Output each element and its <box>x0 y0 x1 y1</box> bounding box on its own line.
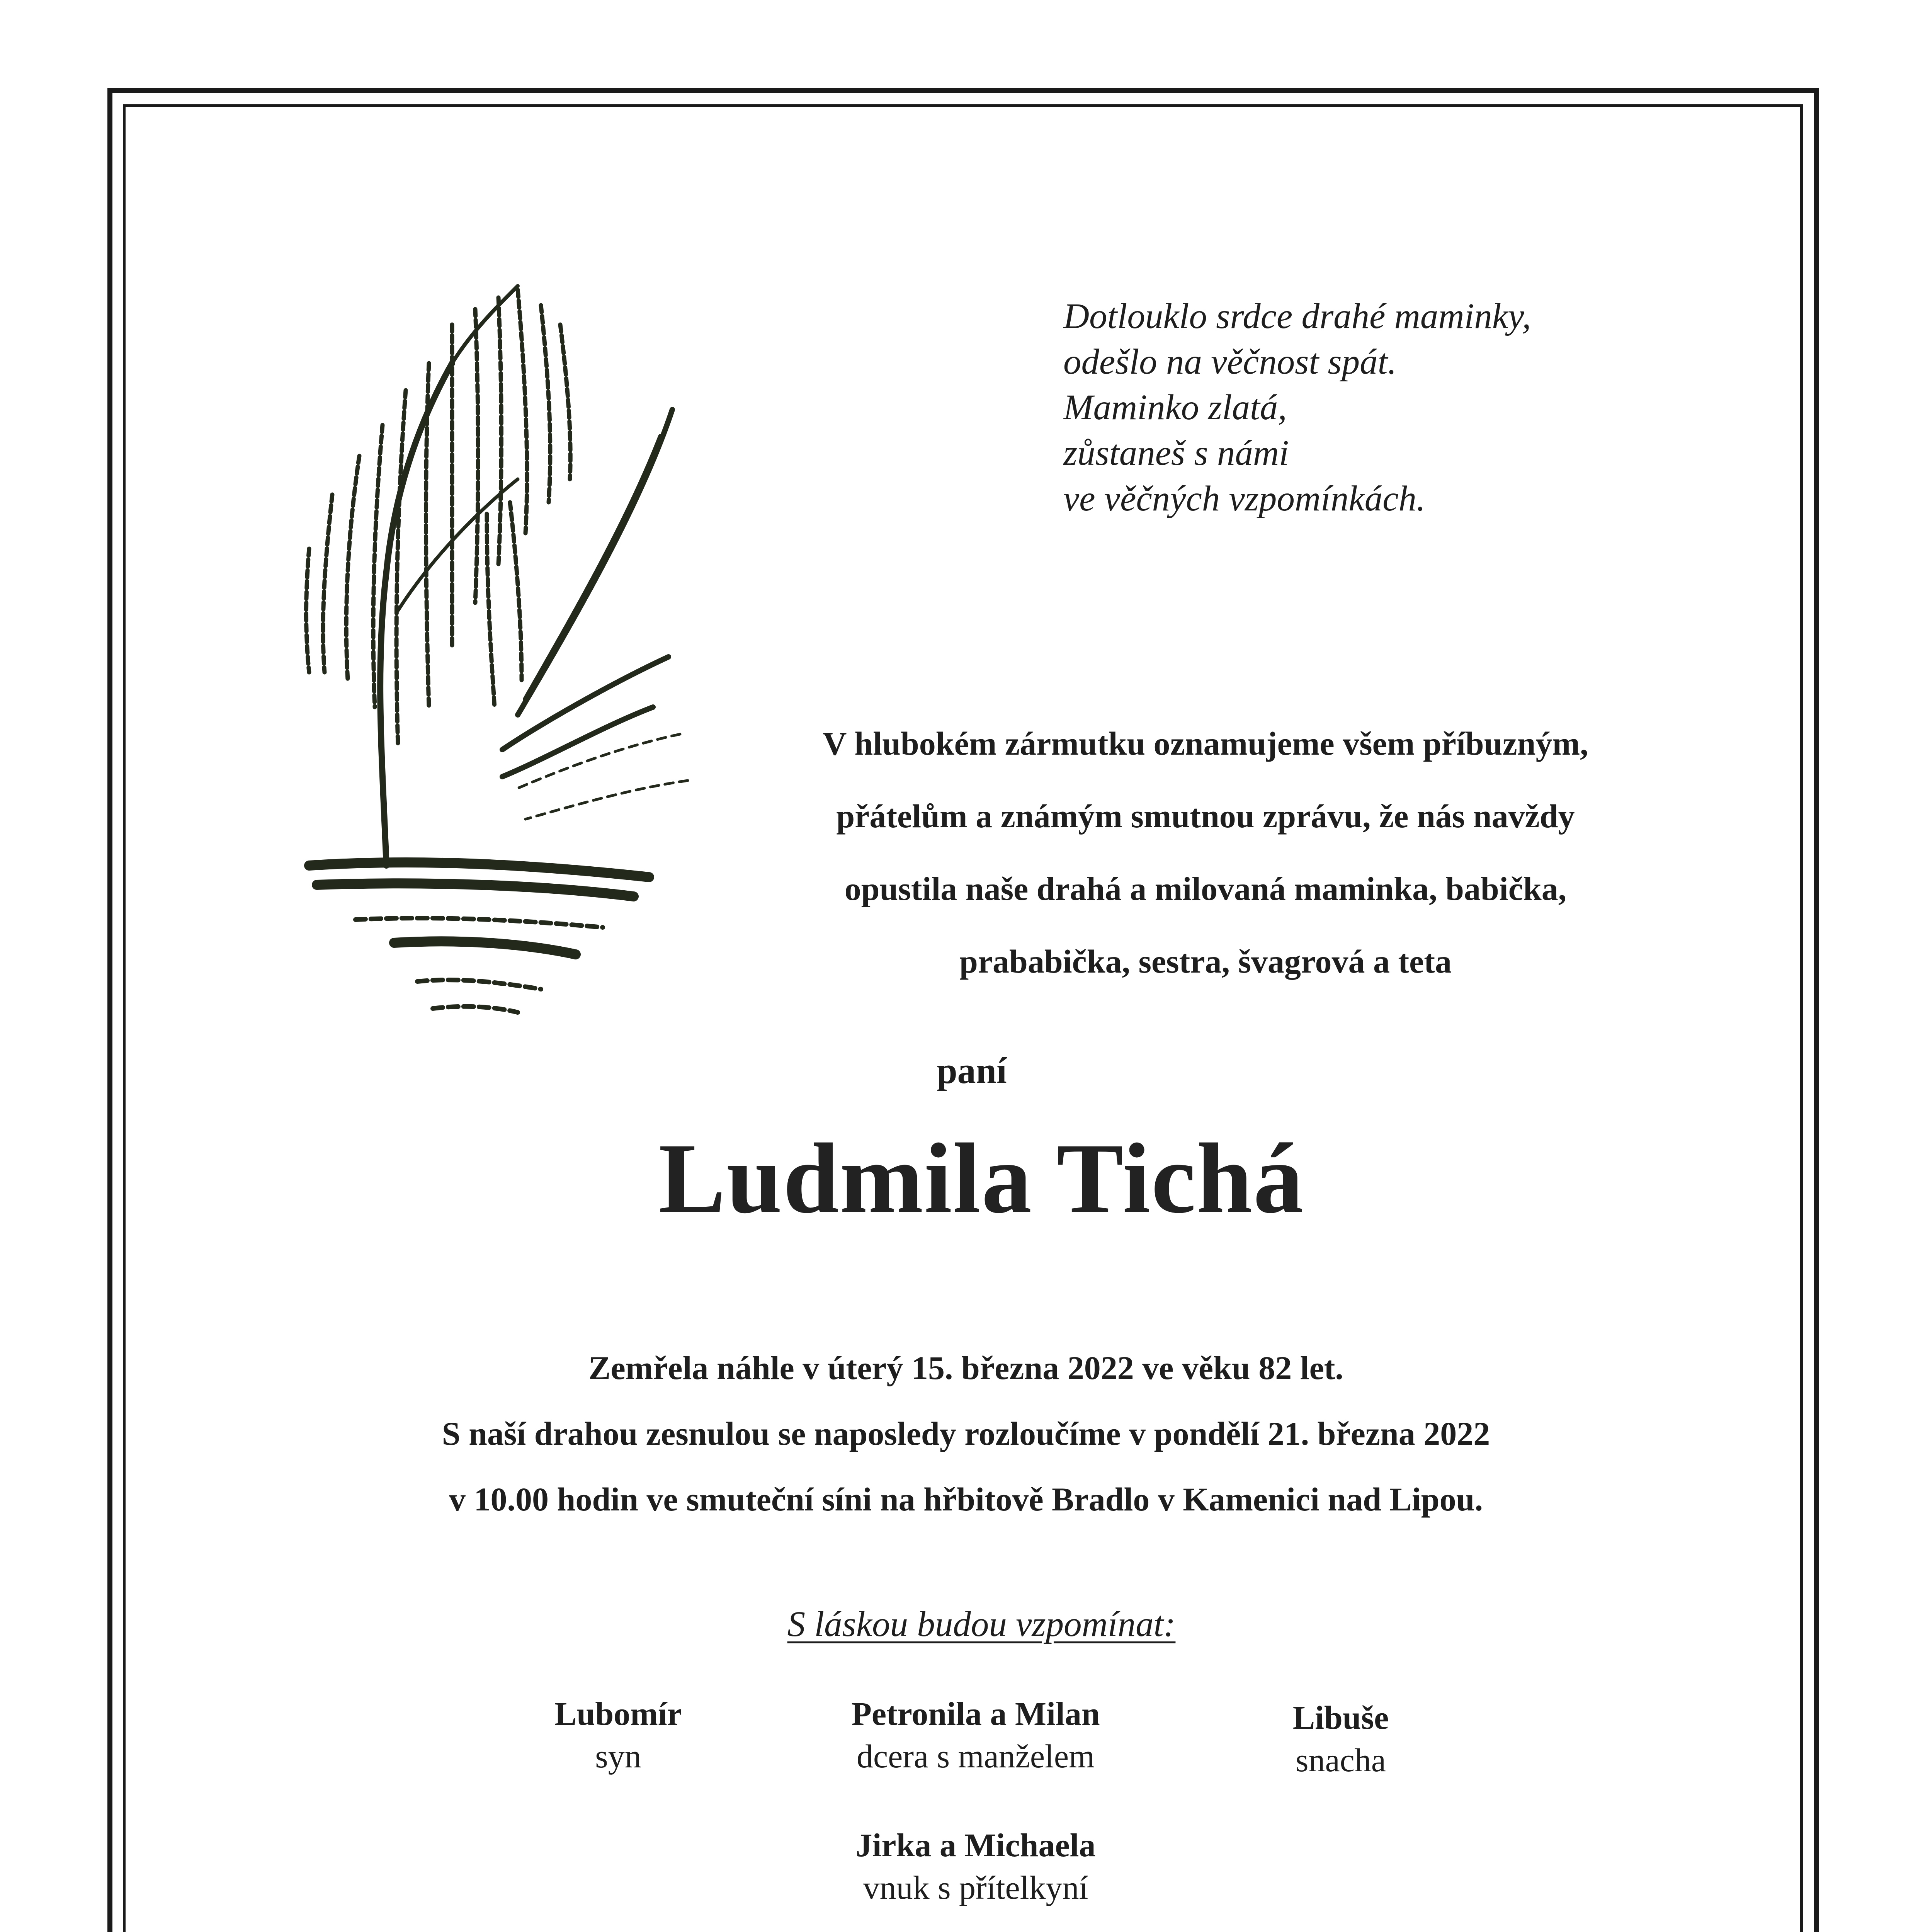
mourner-entry <box>724 1824 1227 1909</box>
mourner-name: Libuše <box>1292 1699 1389 1736</box>
mourner-name: Lubomír <box>554 1695 682 1732</box>
death-info <box>0 1335 1918 1532</box>
mourner-name: Jirka a Michaela <box>855 1827 1096 1864</box>
mourners-header <box>0 1604 1918 1645</box>
mourner-relation: vnuk s přítelkyní <box>863 1869 1088 1906</box>
mourners-header-text: S láskou budou vzpomínat: <box>787 1604 1176 1644</box>
announcement-line: prababička, sestra, švagrová a teta <box>959 943 1452 980</box>
memorial-poem <box>1063 294 1701 522</box>
mourner-relation: syn <box>595 1738 641 1775</box>
poem-line: Maminko zlatá, <box>1063 388 1287 427</box>
announcement-line: přátelům a známým smutnou zprávu, že nás navždy <box>836 798 1575 835</box>
mourner-relation: snacha <box>1296 1742 1386 1779</box>
salutation: paní <box>937 1050 1007 1091</box>
poem-line: Dotlouklo srdce drahé maminky, <box>1063 296 1531 336</box>
announcement-line: opustila naše drahá a milovaná maminka, babička, <box>844 870 1567 907</box>
death-info-line: S naší drahou zesnulou se naposledy rozloučíme v pondělí 21. března 2022 <box>442 1415 1490 1452</box>
poem-line: odešlo na věčnost spát. <box>1063 342 1397 382</box>
announcement-line: V hlubokém zármutku oznamujeme všem příbuzným, <box>823 725 1588 762</box>
weeping-willow-icon <box>270 263 719 1028</box>
announcement-text <box>657 707 1754 998</box>
poem-line: ve věčných vzpomínkách. <box>1063 479 1426 519</box>
mourner-entry <box>1090 1696 1592 1781</box>
mourner-relation: dcera s manželem <box>857 1738 1095 1775</box>
mourner-name: Petronila a Milan <box>851 1695 1100 1732</box>
deceased-name: Ludmila Tichá <box>658 1123 1304 1234</box>
death-info-line: Zemřela náhle v úterý 15. března 2022 ve věku 82 let. <box>588 1349 1343 1386</box>
poem-line: zůstaneš s námi <box>1063 433 1289 473</box>
death-info-line: v 10.00 hodin ve smuteční síni na hřbitově Bradlo v Kamenici nad Lipou. <box>449 1481 1483 1518</box>
